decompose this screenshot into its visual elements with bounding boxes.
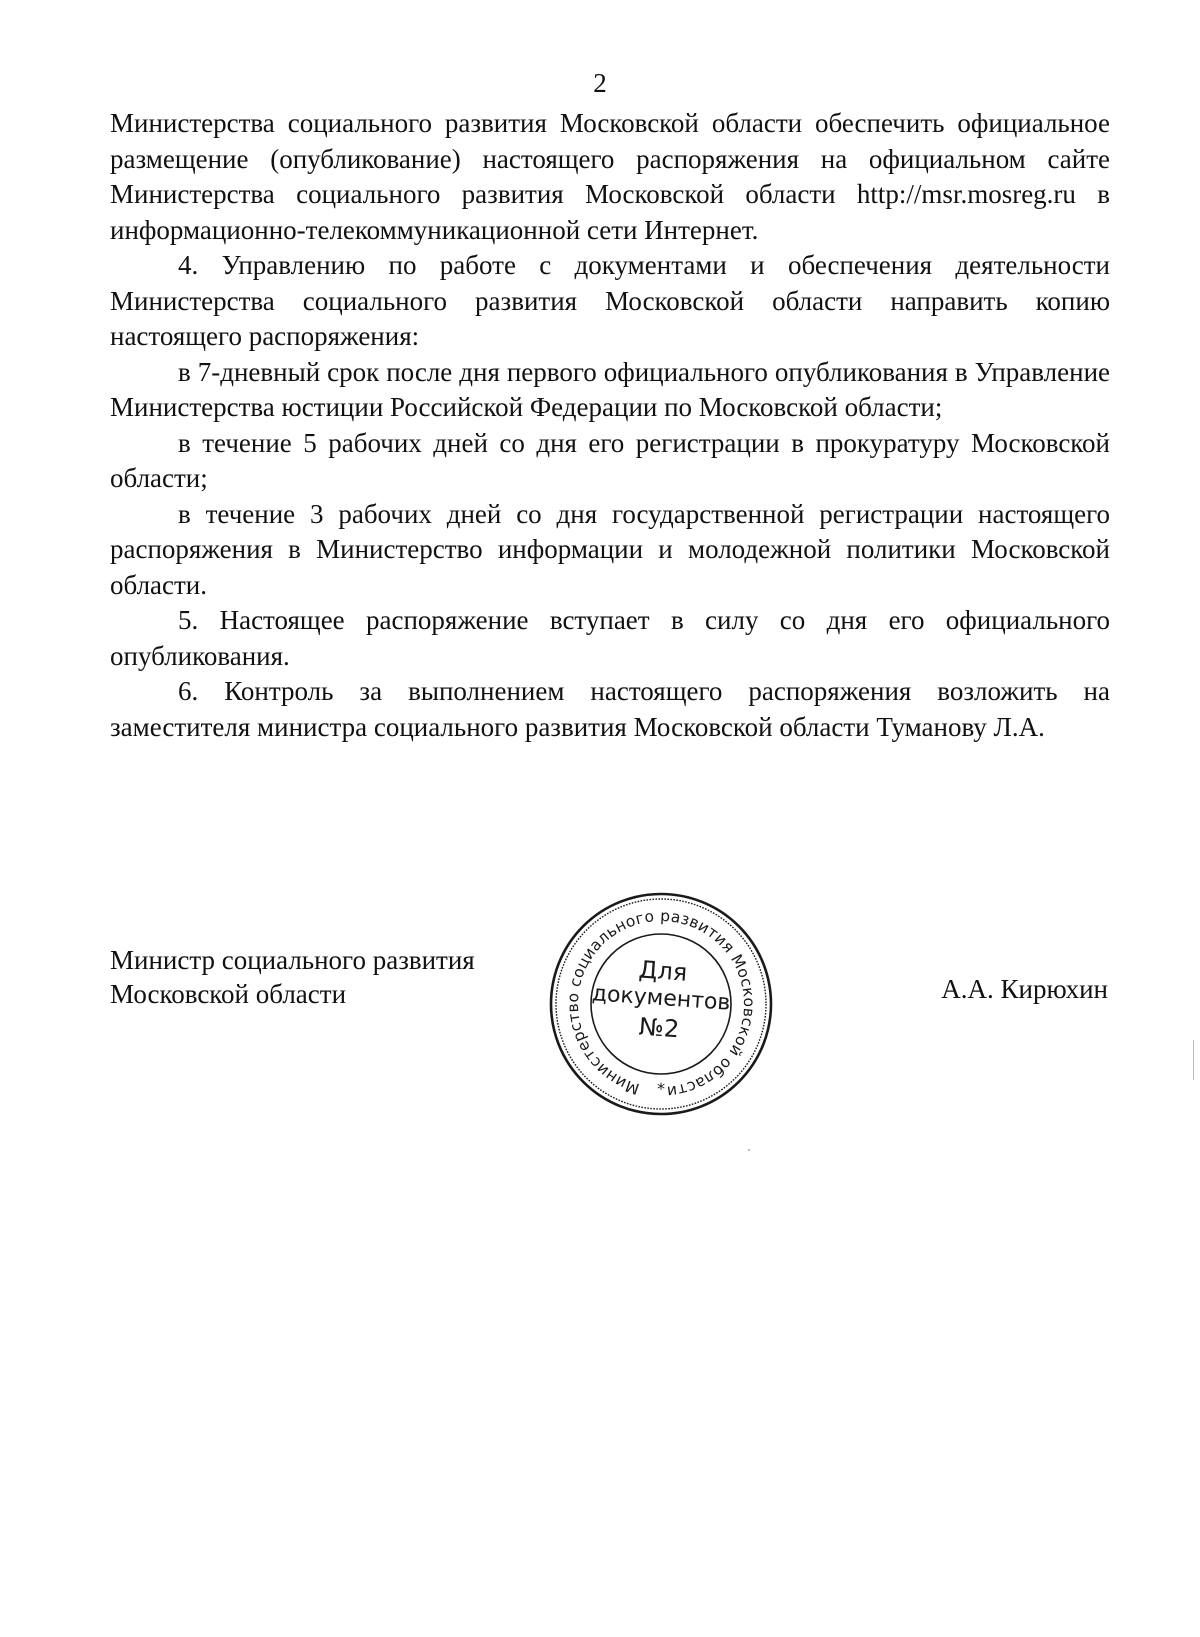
stamp-star: * [657,1079,665,1098]
stamp-ring-text: Министерство социального развития Московской области [563,906,759,1101]
signer-position-line2: Московской области [110,979,347,1009]
stamp-center-line1: Для [637,955,689,987]
signer-position [110,943,475,1011]
paragraph-prosecutor: в течение 5 рабочих дней со дня его регистрации в прокуратуру Московской области; [110,427,1110,493]
paragraph-item-6: 6. Контроль за выполнением настоящего распоряжения возложить на заместителя министра социального развития Московской области Туманову Л.А. [110,676,1110,742]
paragraph-information-ministry: в течение 3 рабочих дней со дня государственной регистрации настоящего распоряжения в Министерство информации и молодежной политики Московской области. [110,498,1110,600]
document-body [110,106,1110,745]
scan-speck [748,1149,750,1151]
official-stamp [548,891,774,1117]
paragraph-item-4: 4. Управлению по работе с документами и обеспечения деятельности Министерства социального развития Московской области направить копию настоящего распоряжения: [110,250,1110,351]
paragraph-item-5: 5. Настоящее распоряжение вступает в силу со дня его официального опубликования. [110,605,1110,671]
stamp-center-text [585,952,737,1048]
paragraph-justice-ministry: в 7-дневный срок после дня первого официального опубликования в Управление Министерства юстиции Российской Федерации по Московской области; [110,356,1110,422]
stamp-center-line2: документов [591,981,732,1016]
paragraph-publication: Министерства социального развития Московской области обеспечить официальное размещение (опубликование) настоящего распоряжения на официальном сайте Министерства социального развития Московской области http://msr.mosreg.ru в информационно-телекоммуникационной сети Интернет. [110,108,1110,245]
signer-name: А.А. Кирюхин [941,974,1108,1004]
scan-edge-mark [1193,1040,1194,1080]
stamp-center-line3: №2 [637,1012,681,1044]
signer-position-line1: Министр социального развития [110,945,475,975]
page-number: 2 [593,68,607,98]
